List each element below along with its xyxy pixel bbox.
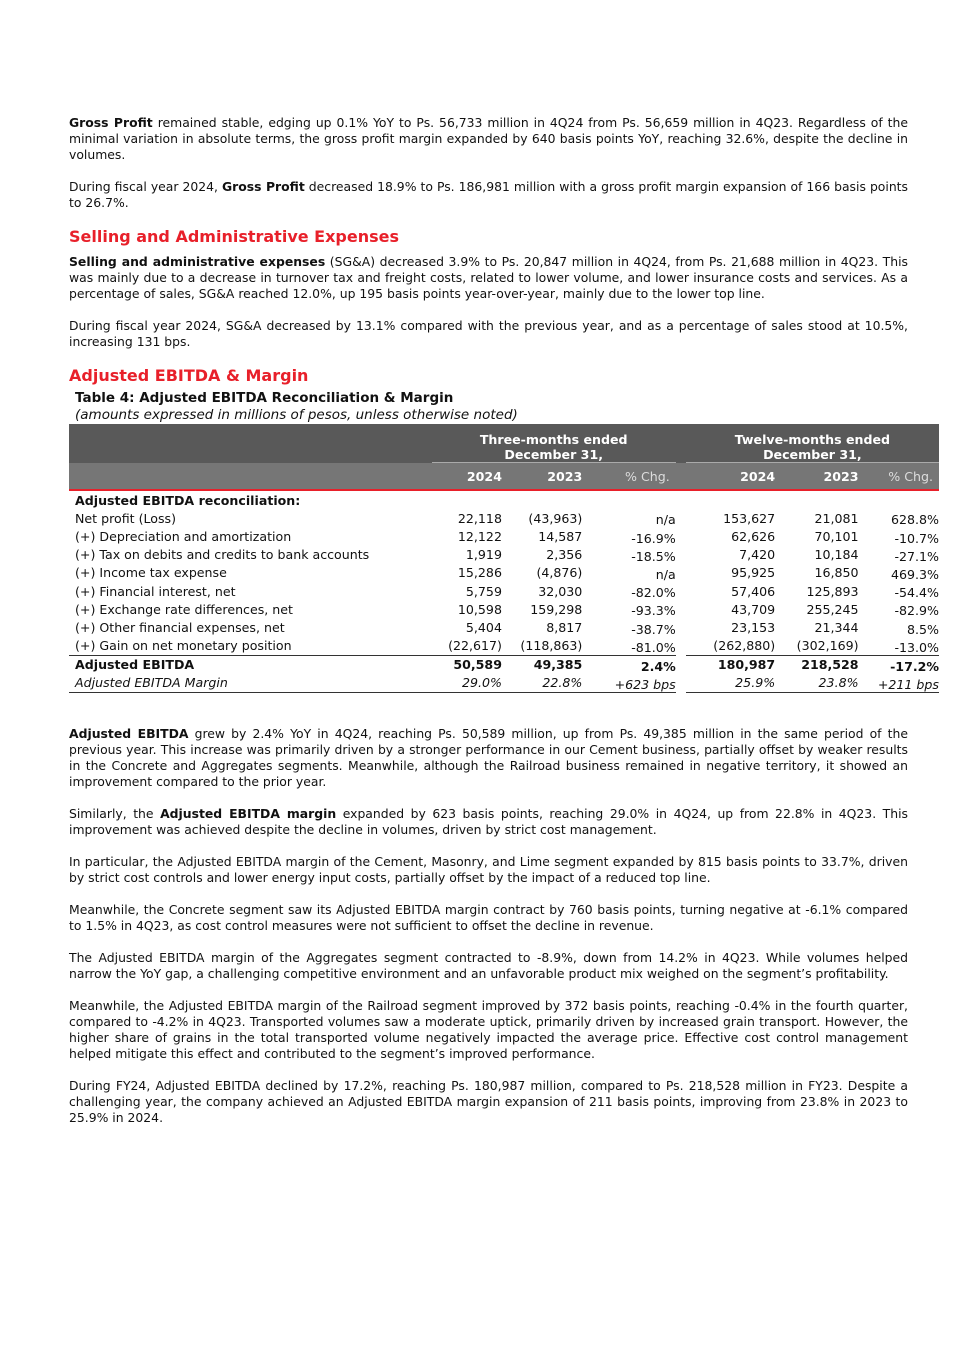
column-gap (676, 463, 686, 491)
paragraph (69, 854, 908, 886)
header-three-months (432, 424, 676, 463)
row-value: -13.0% (894, 639, 939, 655)
row-value: (22,617) (448, 638, 502, 654)
row-value: 21,081 (814, 510, 859, 526)
column-gap (676, 600, 686, 618)
row-value: 14,587 (538, 528, 583, 544)
row-value: (43,963) (528, 510, 583, 526)
row-value: 469.3% (890, 566, 939, 582)
row-value: 8,817 (546, 619, 583, 635)
paragraph-bold-term: Gross Profit (69, 115, 153, 130)
header-twelve-months (686, 424, 939, 463)
row-label: (+) Depreciation and amortization (75, 528, 292, 544)
row-value: 255,245 (806, 601, 859, 617)
table-row (69, 546, 939, 564)
row-label: Adjusted EBITDA Margin (69, 674, 432, 693)
paragraph-text: During FY24, Adjusted EBITDA declined by 17.2%, reaching Ps. 180,987 million, compared to Ps. 218,528 million in FY23. Despite a challenging year, the company achieved an Adjusted EBITDA margin expansion of 211 basis points, improving from 23.8% in 2023 to 25.9% in 2024. (69, 1078, 908, 1126)
row-value: 10,598 (457, 601, 502, 617)
paragraph-text: Similarly, the (69, 806, 161, 822)
row-value: 628.8% (890, 512, 939, 528)
column-gap (676, 527, 686, 545)
paragraph-bold-term: Gross Profit (222, 179, 305, 194)
section-label: Adjusted EBITDA reconciliation: (75, 492, 301, 508)
column-header: % Chg. (582, 463, 675, 491)
row-value: -82.9% (894, 603, 939, 619)
column-gap (676, 637, 686, 656)
column-gap (676, 509, 686, 527)
row-value: -93.3% (631, 603, 676, 619)
row-value: 22.8% (502, 674, 582, 693)
ebitda-reconciliation-table (69, 424, 939, 693)
paragraph-bold-term: Selling and administrative expenses (69, 254, 326, 269)
table-row (69, 564, 939, 582)
row-value: 95,925 (731, 565, 776, 581)
column-header: 2023 (775, 463, 858, 491)
paragraph-text: (SG&A) decreased 3.9% to Ps. 20,847 million in 4Q24, from Ps. 21,688 million in 4Q23. This was mainly due to a decrease in turnover tax and freight costs, related to lower volume, and lower insurance costs and services. As a percentage of sales, SG&A reached 12.0%, up 195 basis points year-over-year, mainly due to the lower top line. (69, 254, 908, 301)
column-gap (676, 582, 686, 600)
row-value: 62,626 (731, 528, 776, 544)
row-label: Adjusted EBITDA (69, 655, 432, 674)
header-twelve-months-line1: Twelve-months ended (734, 432, 891, 447)
row-value: -10.7% (894, 530, 939, 546)
ebitda-discussion-section (69, 726, 908, 1126)
row-label: (+) Tax on debits and credits to bank accounts (75, 547, 370, 563)
row-value: 15,286 (457, 565, 502, 581)
row-value: (302,169) (796, 638, 859, 654)
header-label-cell (69, 463, 432, 491)
table-row (69, 582, 939, 600)
row-value: 57,406 (731, 583, 776, 599)
paragraph-bold-term: Adjusted EBITDA (69, 726, 189, 742)
row-value: 153,627 (723, 510, 776, 526)
table-total-row (69, 655, 939, 674)
row-value: 43,709 (731, 601, 776, 617)
row-value: 70,101 (814, 528, 859, 544)
paragraph (69, 115, 908, 163)
paragraph-text: During fiscal year 2024, SG&A decreased by 13.1% compared with the previous year, and as a percentage of sales stood at 10.5%, increasing 131 bps. (69, 318, 908, 349)
section-heading-sga: Selling and Administrative Expenses (69, 227, 400, 246)
paragraph-text: grew by 2.4% YoY in 4Q24, reaching Ps. 50,589 million, up from Ps. 49,385 million in the same period of the previous year. This increase was primarily driven by a stronger performance in our Cement business, partially offset by weaker results in the Concrete and Aggregates segments. Meanwhile, although the Railroad business remained in negative territory, it showed an improvement compared to the prior year. (69, 726, 908, 790)
paragraph (69, 726, 908, 790)
column-gap (676, 655, 686, 674)
row-value: 23.8% (775, 674, 858, 693)
row-label: (+) Exchange rate differences, net (75, 601, 293, 617)
paragraph-text: During fiscal year 2024, (69, 179, 222, 194)
column-gap (676, 546, 686, 564)
table-subcaption: (amounts expressed in millions of pesos, unless otherwise noted) (75, 407, 518, 423)
column-gap (676, 564, 686, 582)
row-value: 16,850 (814, 565, 859, 581)
row-value: 10,184 (814, 547, 859, 563)
paragraph-text: In particular, the Adjusted EBITDA margin of the Cement, Masonry, and Lime segment expanded by 815 basis points to 33.7%, driven by strict cost controls and lower energy input costs, partially offset by the impact of a reduced top line. (69, 854, 908, 886)
row-value: 159,298 (530, 601, 583, 617)
paragraph (69, 179, 908, 211)
paragraph-text: remained stable, edging up 0.1% YoY to Ps. 56,733 million in 4Q24 from Ps. 56,659 million in 4Q23. Regardless of the minimal variation in absolute terms, the gross profit margin expanded by 640 basis points YoY, reaching 32.6%, despite the decline in volumes. (69, 115, 909, 162)
row-value: n/a (655, 512, 676, 528)
column-header: 2024 (686, 463, 775, 491)
paragraph-text: decreased 18.9% to Ps. 186,981 million with a gross profit margin expansion of 166 basis points to 26.7%. (69, 179, 908, 210)
row-value: 5,404 (465, 619, 502, 635)
table-row (69, 527, 939, 545)
table-header-columns (69, 463, 939, 491)
table-section-row (69, 490, 939, 509)
row-value: 2.4% (582, 655, 675, 674)
column-header: 2024 (432, 463, 502, 491)
table-row (69, 637, 939, 656)
row-value: 125,893 (806, 583, 859, 599)
paragraph (69, 318, 908, 350)
row-value: -18.5% (631, 548, 676, 564)
row-value: (262,880) (713, 638, 776, 654)
row-value: -17.2% (859, 655, 939, 674)
gross-profit-section (69, 115, 908, 211)
paragraph-text: Meanwhile, the Concrete segment saw its Adjusted EBITDA margin contract by 760 basis points, turning negative at -6.1% compared to 1.5% in 4Q23, as cost control measures were not sufficient to offset the decline in revenue. (69, 902, 908, 934)
table-row (69, 600, 939, 618)
row-value: -54.4% (894, 585, 939, 601)
paragraph (69, 950, 908, 982)
row-label: (+) Income tax expense (75, 565, 227, 581)
column-header: % Chg. (859, 463, 939, 491)
row-value: 49,385 (502, 655, 582, 674)
paragraph (69, 1078, 908, 1126)
row-value: 2,356 (546, 547, 583, 563)
row-value: -38.7% (631, 621, 676, 637)
row-value: +623 bps (582, 674, 675, 693)
row-value: 25.9% (686, 674, 775, 693)
row-value: -81.0% (631, 639, 676, 655)
row-value: 7,420 (739, 547, 776, 563)
row-value: (118,863) (520, 638, 583, 654)
row-value: 12,122 (457, 528, 502, 544)
table-caption: Table 4: Adjusted EBITDA Reconciliation & Margin (75, 390, 454, 406)
paragraph (69, 998, 908, 1062)
row-value: +211 bps (859, 674, 939, 693)
row-value: 21,344 (814, 619, 859, 635)
document-body (69, 115, 939, 1142)
header-three-months-line2: December 31, (504, 447, 603, 462)
row-label: (+) Financial interest, net (75, 583, 236, 599)
table-header-groups (69, 424, 939, 463)
table-row (69, 509, 939, 527)
row-value: 32,030 (538, 583, 583, 599)
paragraph-text: expanded by 623 basis points, reaching 29.0% in 4Q24, up from 22.8% in 4Q23. This improvement was achieved despite the decline in volumes, driven by strict cost management. (69, 806, 908, 838)
row-value: 50,589 (432, 655, 502, 674)
row-value: -82.0% (631, 585, 676, 601)
row-value: 8.5% (907, 621, 939, 637)
row-value: 218,528 (775, 655, 858, 674)
row-value: -27.1% (894, 548, 939, 564)
paragraph-text: The Adjusted EBITDA margin of the Aggregates segment contracted to -8.9%, down from 14.2% in 4Q23. While volumes helped narrow the YoY gap, a challenging competitive environment and an unfavorable product mix weighed on the segment’s profitability. (69, 950, 908, 982)
header-twelve-months-line2: December 31, (763, 447, 862, 462)
section-heading-ebitda: Adjusted EBITDA & Margin (69, 366, 309, 385)
paragraph-bold-term: Adjusted EBITDA margin (160, 806, 337, 822)
row-label: (+) Gain on net monetary position (75, 638, 292, 654)
row-value: 22,118 (457, 510, 502, 526)
paragraph (69, 254, 908, 302)
row-label: Net profit (Loss) (75, 510, 177, 526)
paragraph-text: Meanwhile, the Adjusted EBITDA margin of the Railroad segment improved by 372 basis points, reaching -0.4% in the fourth quarter, compared to -4.2% in 4Q23. Transported volumes saw a moderate uptick, primarily driven by increased grain transport. However, the higher share of grains in the total transported volume negatively impacted the average price. Effective cost control management helped mitigate this effect and contributed to the segment’s improved performance. (69, 998, 908, 1062)
row-label: (+) Other financial expenses, net (75, 619, 285, 635)
column-gap (676, 674, 686, 693)
table-margin-row (69, 674, 939, 693)
paragraph (69, 806, 908, 838)
column-header: 2023 (502, 463, 582, 491)
row-value: 5,759 (465, 583, 502, 599)
paragraph (69, 902, 908, 934)
row-value: n/a (655, 566, 676, 582)
row-value: -16.9% (631, 530, 676, 546)
sga-section (69, 254, 908, 350)
column-gap (676, 618, 686, 636)
header-three-months-line1: Three-months ended (479, 432, 628, 447)
row-value: 1,919 (465, 547, 502, 563)
row-value: 180,987 (686, 655, 775, 674)
row-value: 23,153 (731, 619, 776, 635)
row-value: (4,876) (536, 565, 583, 581)
row-value: 29.0% (432, 674, 502, 693)
table-row (69, 618, 939, 636)
